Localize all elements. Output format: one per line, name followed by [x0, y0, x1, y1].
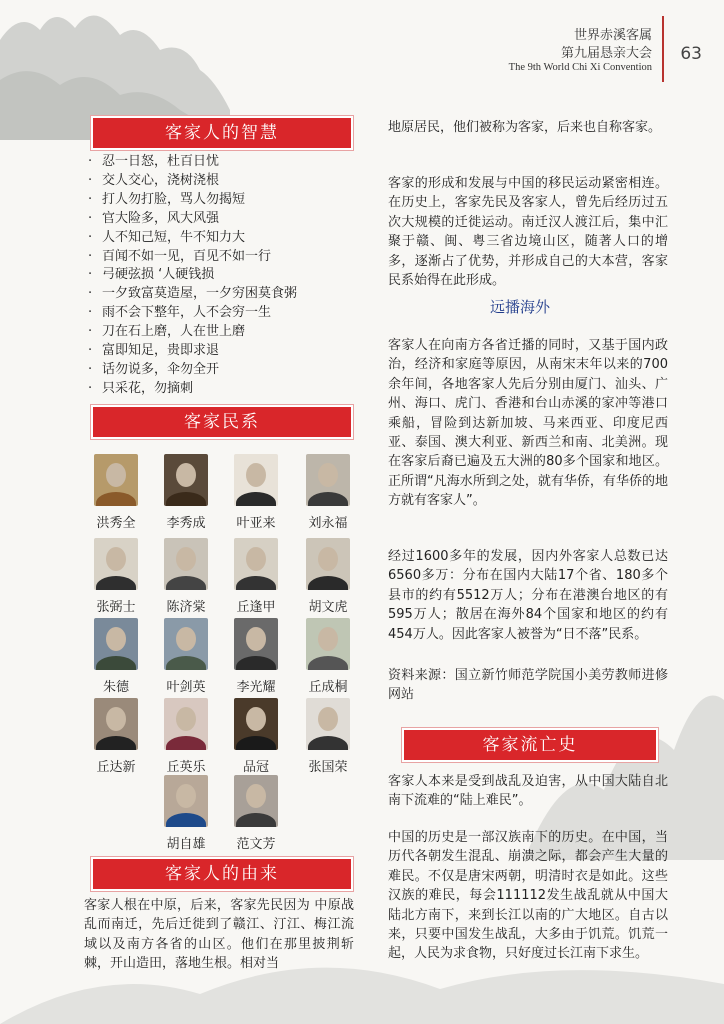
person-name: 丘逢甲 — [236, 600, 276, 615]
portrait-photo — [234, 618, 278, 670]
portrait-photo — [306, 698, 350, 750]
list-item: · 打人勿打脸，骂人勿揭短 — [88, 191, 246, 207]
person-card — [220, 618, 292, 695]
person-name: 李秀成 — [166, 516, 206, 531]
person-card — [292, 538, 364, 615]
portrait-photo — [164, 775, 208, 827]
person-name: 洪秀全 — [96, 516, 136, 531]
list-item: · 一夕致富莫造屋，一夕穷困莫食粥 — [88, 286, 298, 302]
list-item: · 富即知足，贵即求退 — [88, 343, 220, 359]
person-name: 叶剑英 — [166, 680, 206, 695]
portrait-photo — [164, 454, 208, 506]
person-name: 张国荣 — [308, 760, 348, 775]
list-item: · 人不知己短，牛不知力大 — [88, 229, 246, 245]
person-card — [150, 454, 222, 531]
person-name: 李光耀 — [236, 680, 276, 695]
list-item: · 忍一日怒，杜百日忧 — [88, 154, 220, 169]
person-name: 丘成桐 — [308, 680, 348, 695]
portrait-photo — [306, 538, 350, 590]
person-name: 陈济棠 — [166, 600, 206, 615]
convention-title-line2: 第九届恳亲大会 — [560, 46, 652, 61]
person-card — [220, 775, 292, 852]
exile-paragraph-1: 客家人本来是受到战乱及迫害，从中国大陆自北南下流难的“陆上难民”。 — [388, 774, 668, 809]
person-card — [80, 538, 152, 615]
portrait-photo — [234, 454, 278, 506]
origin-banner: 客家人的由来 — [93, 859, 351, 889]
person-card — [150, 775, 222, 852]
portrait-photo — [234, 538, 278, 590]
person-name: 叶亚来 — [236, 516, 276, 531]
person-card — [80, 618, 152, 695]
overseas-paragraph-2: 经过1600多年的发展，因内外客家人总数已达6560多万：分布在国内大陆17个省、180多个县市的约有5512万人；分布在港澳台地区的有595万人；散居在海外84个国家和地区的约有454万人。因此客家人被誉为“日不落”民系。 — [388, 549, 668, 642]
origin-paragraph-continued: 地原居民，他们被称为客家，后来也自称客家。 — [388, 120, 662, 135]
person-name: 胡自雄 — [166, 837, 206, 852]
overseas-heading: 远播海外 — [490, 298, 551, 316]
person-card — [80, 698, 152, 775]
portrait-photo — [234, 698, 278, 750]
list-item: · 雨不会下整年，人不会穷一生 — [88, 305, 272, 321]
person-name: 朱德 — [102, 680, 129, 695]
page-header — [394, 16, 724, 78]
list-item: · 刀在石上磨，人在世上磨 — [88, 324, 246, 340]
person-name: 刘永福 — [308, 516, 348, 531]
overseas-paragraph-1: 客家人在向南方各省迁播的同时，又基于国内政治，经济和家庭等原因，从南宋末年以来的700余年间，各地客家人先后分别由厦门、汕头、广州、海口、虎门、香港和台山赤溪的家冲等港口乘船，冒险到达新加坡、马来西亚、印度尼西亚、泰国、澳大利亚、新西兰和南、北美洲。现在客家后裔已遍及五大洲的80多个国家和地区。正所谓“凡海水所到之处，就有华侨，有华侨的地方就有客家人”。 — [388, 338, 668, 509]
person-name: 张弼士 — [96, 600, 136, 615]
portrait-photo — [94, 618, 138, 670]
portrait-photo — [306, 618, 350, 670]
wisdom-banner: 客家人的智慧 — [93, 118, 351, 148]
list-item: · 百闻不如一见，百见不如一行 — [88, 248, 272, 264]
origin-paragraph-left: 客家人根在中原，后来，客家先民因为 中原战乱而南迁，先后迁徙到了赣江、汀江、梅江流域以及南方各省的山区。他们在那里披荆斩棘，开山造田，落地生根。相对当 — [84, 898, 354, 972]
person-name: 丘达新 — [96, 760, 136, 775]
person-name: 范文芳 — [236, 837, 276, 852]
person-card — [292, 618, 364, 695]
page-number: 63 — [680, 44, 702, 64]
portrait-photo — [306, 454, 350, 506]
convention-title-english: The 9th World Chi Xi Convention — [508, 62, 652, 73]
portrait-photo — [234, 775, 278, 827]
person-card — [150, 698, 222, 775]
exile-paragraph-2: 中国的历史是一部汉族南下的历史。在中国，当历代各朝发生混乱、崩溃之际，都会产生大量的难民。不仅是唐宋两朝，明清时衣是如此。这些汉族的难民，每会111112发生战乱就从中国大陆北方南下，来到长江以南的广大地区。自古以来，只要中国发生战乱，大多由于饥荒。饥荒一起，人民为求食物，只好度过长江南下求生。 — [388, 830, 668, 962]
header-divider — [662, 16, 664, 82]
person-card — [220, 454, 292, 531]
person-name: 胡文虎 — [308, 600, 348, 615]
person-card — [220, 698, 292, 775]
convention-title-line1: 世界赤溪客属 — [573, 28, 652, 43]
exile-banner: 客家流亡史 — [404, 730, 656, 760]
source-note: 资料来源：国立新竹师范学院国小美劳教师进修网站 — [388, 668, 668, 703]
person-card — [220, 538, 292, 615]
people-banner: 客家民系 — [93, 407, 351, 437]
portrait-photo — [94, 698, 138, 750]
list-item: · 话勿说多，伞勿全开 — [88, 361, 220, 377]
person-name: 丘英乐 — [166, 760, 206, 775]
list-item: · 只采花，勿摘刺 — [88, 380, 194, 396]
list-item: · 弓硬弦损 ‘人硬钱损 — [88, 267, 215, 283]
person-card — [150, 538, 222, 615]
person-name: 品冠 — [242, 760, 269, 775]
origin-paragraph-2: 客家的形成和发展与中国的移民运动紧密相连。在历史上，客家先民及客家人，曾先后经历过五次大规模的迁徙运动。南迁汉人渡江后，集中汇聚于赣、闽、粤三省边境山区，随著人口的增多，逐渐占了优势，并形成自己的大本营，客家民系始得在此形成。 — [388, 176, 668, 289]
portrait-photo — [94, 538, 138, 590]
sayings-list — [88, 153, 348, 399]
person-card — [150, 618, 222, 695]
portrait-photo — [164, 538, 208, 590]
portrait-photo — [164, 698, 208, 750]
person-card — [292, 454, 364, 531]
portrait-photo — [94, 454, 138, 506]
list-item: · 官大险多，风大风强 — [88, 210, 220, 226]
list-item: · 交人交心，浇树浇根 — [88, 172, 220, 188]
person-card — [292, 698, 364, 775]
person-card — [80, 454, 152, 531]
portrait-photo — [164, 618, 208, 670]
